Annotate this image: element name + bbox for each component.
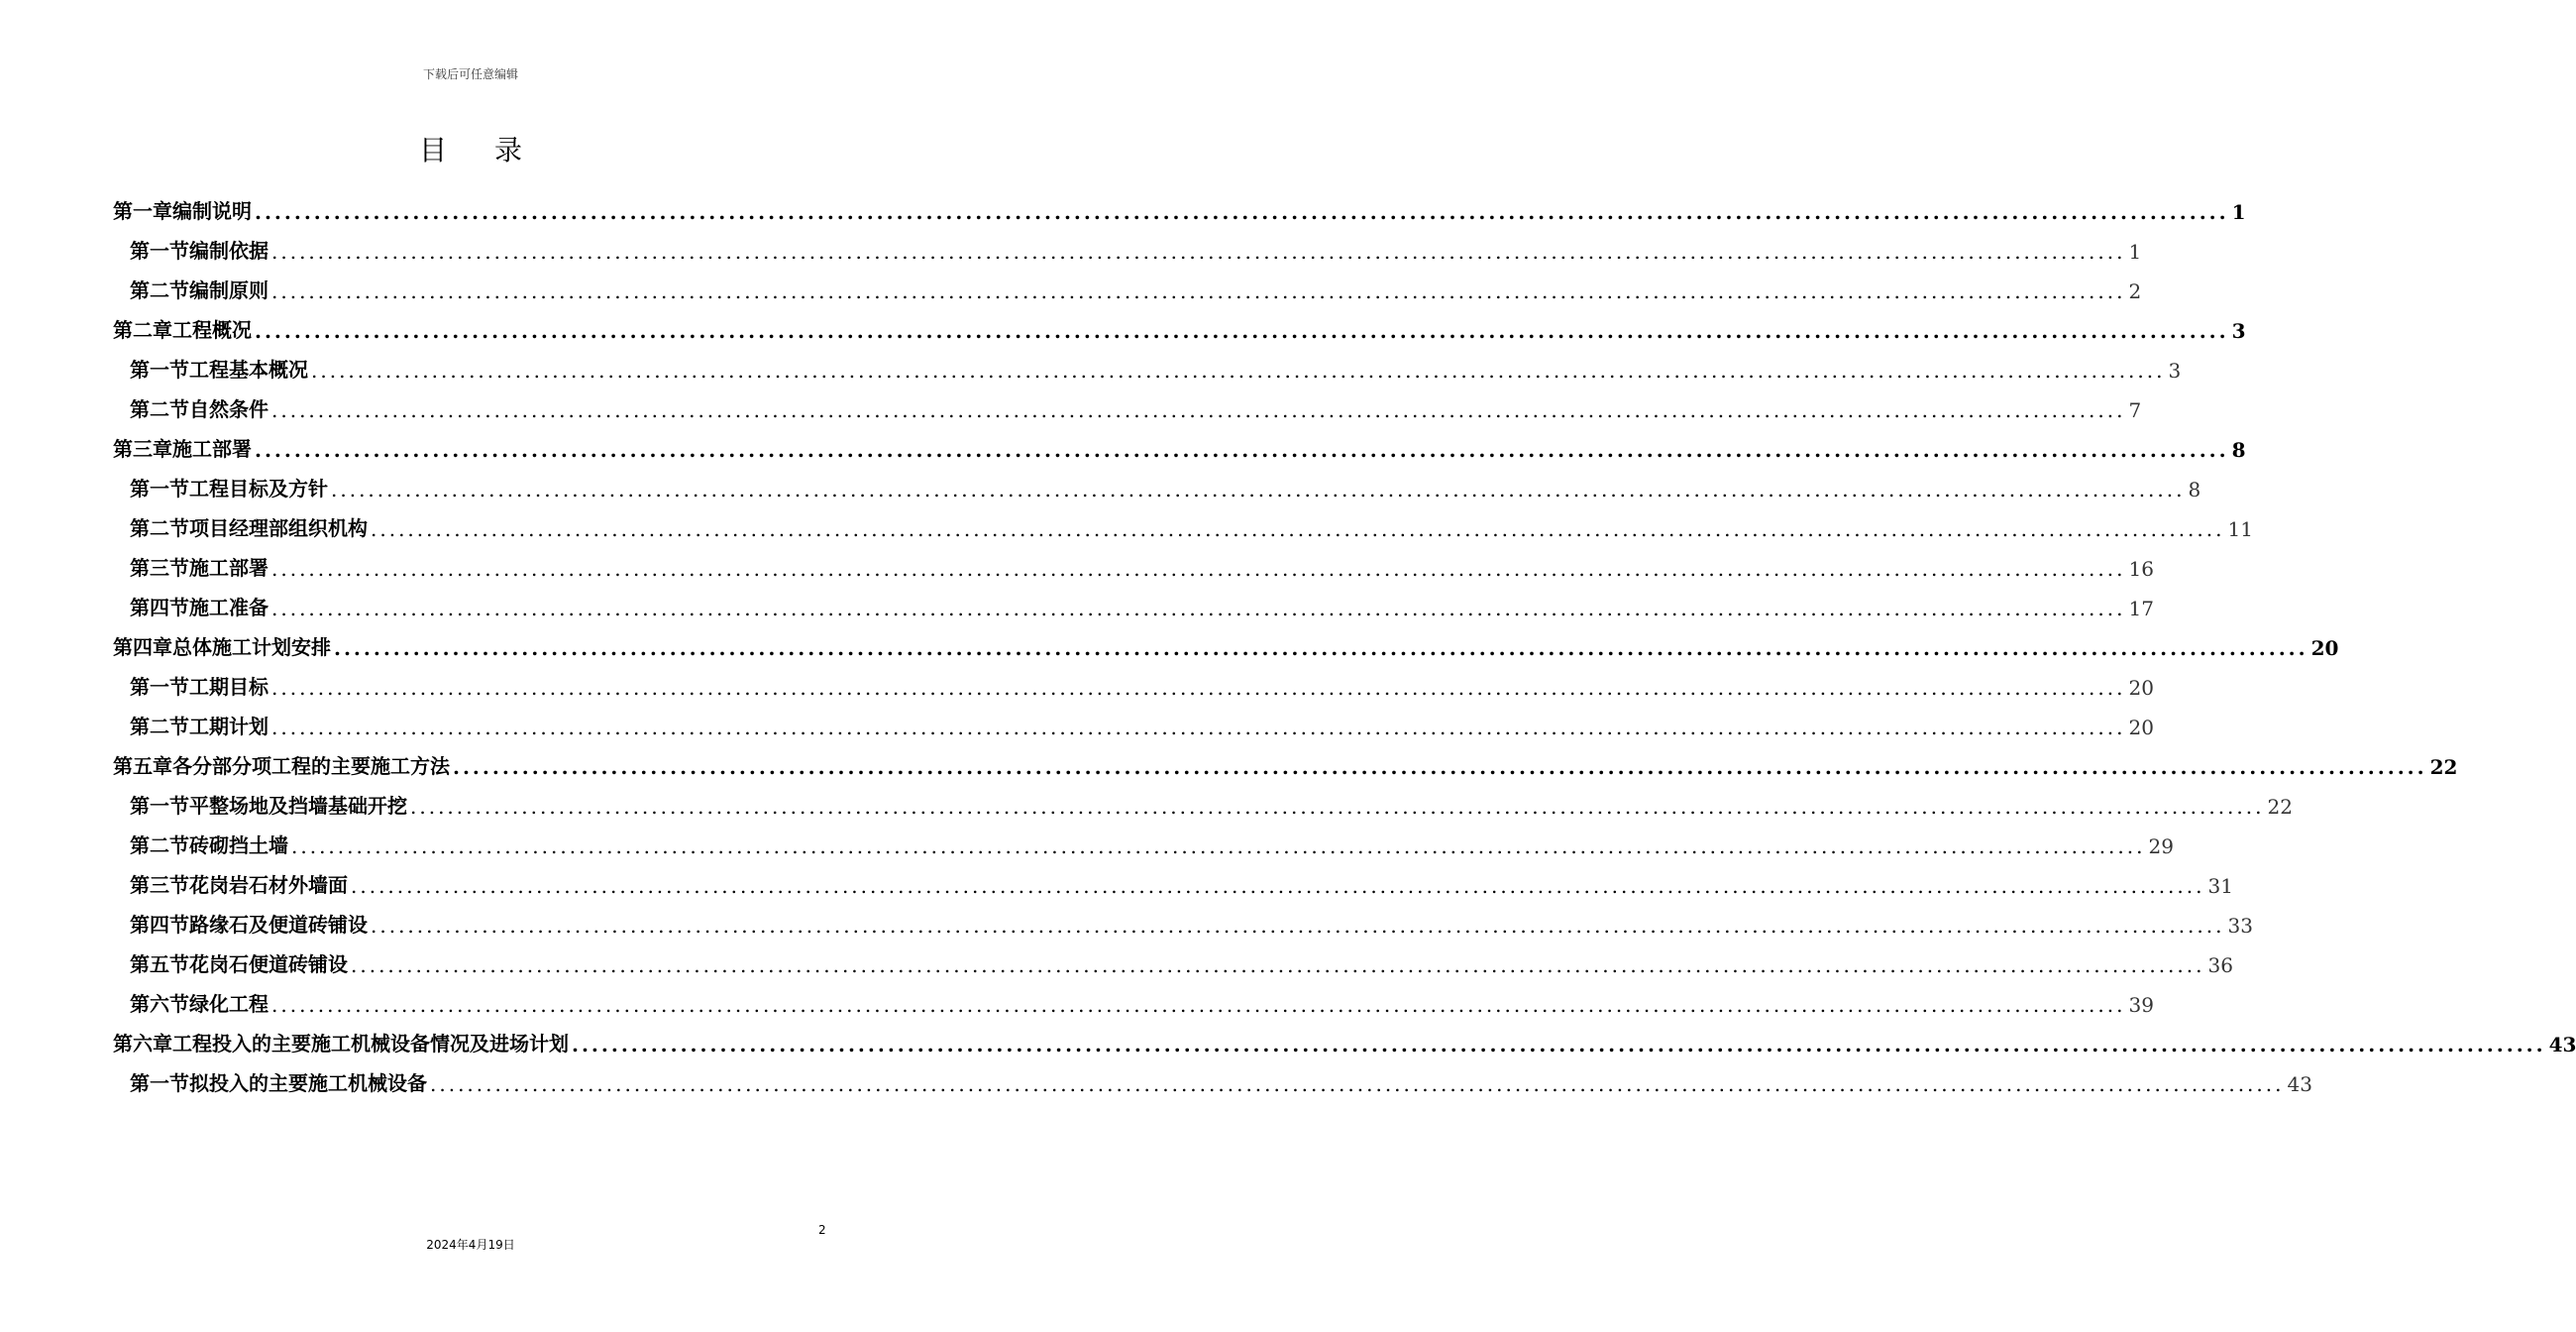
toc-leader-dots: ........................................................................................................................................................................................................ (255, 438, 2229, 462)
toc-leader-dots: ........................................................................................................................................................................................................ (271, 676, 2126, 700)
toc-entry-label: 第六节 (130, 992, 189, 1016)
toc-leader-dots: ........................................................................................................................................................................................................ (271, 716, 2126, 739)
toc-section-entry[interactable] (113, 353, 2182, 383)
toc-entry-label: 第二节 (130, 715, 189, 738)
toc-entry-label: 第三节 (130, 556, 189, 580)
toc-entry-page: 1 (2231, 200, 2246, 224)
toc-entry-page: 39 (2128, 993, 2154, 1017)
toc-leader-dots: ........................................................................................................................................................................................................ (453, 755, 2427, 779)
toc-entry-title: 编制说明 (172, 199, 252, 223)
toc-section-entry[interactable] (113, 234, 2142, 264)
toc-chapter-entry[interactable] (113, 194, 2246, 224)
toc-entry-page: 16 (2128, 557, 2154, 581)
toc-entry-label: 第五节 (130, 952, 189, 976)
toc-section-entry[interactable] (113, 987, 2154, 1017)
toc-leader-dots: ........................................................................................................................................................................................................ (334, 636, 2308, 660)
toc-entry-label: 第二节 (130, 278, 189, 302)
toc-entry-title: 施工部署 (172, 437, 252, 461)
toc-chapter-entry[interactable] (113, 749, 2458, 779)
toc-entry-page: 17 (2128, 597, 2154, 620)
toc-entry-title: 花岗岩石材外墙面 (189, 873, 348, 897)
toc-entry-label: 第二节 (130, 397, 189, 421)
toc-entry-page: 31 (2207, 874, 2233, 898)
toc-entry-label: 第三章 (113, 437, 172, 461)
toc-entry-label: 第一节 (130, 477, 189, 500)
toc-entry-page: 43 (2548, 1033, 2576, 1056)
toc-leader-dots: ........................................................................................................................................................................................................ (351, 953, 2205, 977)
toc-entry-title: 砖砌挡土墙 (189, 833, 288, 857)
toc-entry-title: 工期目标 (189, 675, 268, 699)
toc-entry-page: 36 (2207, 953, 2233, 977)
toc-entry-title: 路缘石及便道砖铺设 (189, 913, 368, 937)
toc-chapter-entry[interactable] (113, 630, 2339, 660)
toc-entry-title: 工程投入的主要施工机械设备情况及进场计划 (172, 1032, 569, 1055)
toc-entry-title: 施工准备 (189, 596, 268, 619)
toc-entry-title: 平整场地及挡墙基础开挖 (189, 794, 407, 818)
toc-leader-dots: ........................................................................................................................................................................................................ (430, 1072, 2285, 1096)
toc-leader-dots: ........................................................................................................................................................................................................ (271, 240, 2126, 264)
toc-entry-title: 工程基本概况 (189, 358, 308, 382)
toc-section-entry[interactable] (113, 274, 2142, 303)
toc-entry-page: 1 (2128, 240, 2142, 264)
toc-entry-page: 2 (2128, 279, 2142, 303)
toc-entry-title: 总体施工计划安排 (172, 635, 331, 659)
page-footer-date: 2024年4月19日 (426, 1238, 515, 1252)
toc-section-entry[interactable] (113, 1066, 2312, 1096)
toc-entry-label: 第二节 (130, 516, 189, 540)
toc-chapter-entry[interactable] (113, 432, 2246, 462)
toc-leader-dots: ........................................................................................................................................................................................................ (271, 398, 2126, 422)
toc-entry-title: 工程概况 (172, 318, 252, 342)
toc-entry-label: 第三节 (130, 873, 189, 897)
toc-entry-title: 工程目标及方针 (189, 477, 328, 500)
toc-leader-dots: ........................................................................................................................................................................................................ (271, 597, 2126, 620)
toc-entry-title: 编制依据 (189, 239, 268, 263)
toc-leader-dots: ........................................................................................................................................................................................................ (291, 834, 2146, 858)
toc-leader-dots: ........................................................................................................................................................................................................ (572, 1033, 2546, 1056)
toc-leader-dots: ........................................................................................................................................................................................................ (311, 359, 2166, 383)
toc-entry-label: 第六章 (113, 1032, 172, 1055)
toc-leader-dots: ........................................................................................................................................................................................................ (255, 200, 2229, 224)
toc-section-entry[interactable] (113, 670, 2154, 700)
toc-entry-label: 第二节 (130, 833, 189, 857)
page-header: 下载后可任意编辑 (422, 67, 518, 81)
toc-section-entry[interactable] (113, 947, 2233, 977)
toc-leader-dots: ........................................................................................................................................................................................................ (271, 279, 2126, 303)
toc-leader-dots: ........................................................................................................................................................................................................ (371, 914, 2225, 938)
toc-chapter-entry[interactable] (113, 1027, 2576, 1056)
toc-title: 目录 (418, 134, 570, 166)
toc-entry-title: 工期计划 (189, 715, 268, 738)
toc-section-entry[interactable] (113, 868, 2233, 898)
toc-section-entry[interactable] (113, 789, 2293, 819)
toc-entry-label: 第四节 (130, 596, 189, 619)
toc-entry-label: 第四章 (113, 635, 172, 659)
toc-entry-page: 8 (2231, 438, 2246, 462)
toc-entry-page: 22 (2429, 755, 2458, 779)
toc-entry-page: 3 (2168, 359, 2182, 383)
toc-entry-title: 各分部分项工程的主要施工方法 (172, 754, 450, 778)
toc-entry-title: 编制原则 (189, 278, 268, 302)
page-number: 2 (818, 1223, 826, 1237)
toc-entry-page: 22 (2267, 795, 2293, 819)
toc-entry-label: 第一章 (113, 199, 172, 223)
toc-leader-dots: ........................................................................................................................................................................................................ (351, 874, 2205, 898)
toc-section-entry[interactable] (113, 908, 2253, 938)
toc-section-entry[interactable] (113, 511, 2253, 541)
toc-entry-title: 拟投入的主要施工机械设备 (189, 1071, 427, 1095)
toc-section-entry[interactable] (113, 710, 2154, 739)
toc-entry-page: 20 (2128, 716, 2154, 739)
toc-entry-page: 33 (2227, 914, 2253, 938)
toc-entry-title: 施工部署 (189, 556, 268, 580)
toc-leader-dots: ........................................................................................................................................................................................................ (371, 517, 2225, 541)
toc-entry-label: 第二章 (113, 318, 172, 342)
toc-section-entry[interactable] (113, 472, 2201, 501)
toc-entry-title: 自然条件 (189, 397, 268, 421)
toc-entry-page: 20 (2128, 676, 2154, 700)
toc-leader-dots: ........................................................................................................................................................................................................ (271, 993, 2126, 1017)
toc-entry-page: 7 (2128, 398, 2142, 422)
toc-leader-dots: ........................................................................................................................................................................................................ (410, 795, 2265, 819)
toc-entry-label: 第五章 (113, 754, 172, 778)
toc-entry-page: 29 (2148, 834, 2174, 858)
toc-entry-label: 第一节 (130, 794, 189, 818)
toc-section-entry[interactable] (113, 829, 2174, 858)
toc-entry-title: 花岗石便道砖铺设 (189, 952, 348, 976)
toc-entry-title: 绿化工程 (189, 992, 268, 1016)
toc-entry-page: 8 (2188, 478, 2201, 501)
toc-entry-label: 第四节 (130, 913, 189, 937)
toc-section-entry[interactable] (113, 392, 2142, 422)
toc-entry-page: 11 (2227, 517, 2253, 541)
toc-entry-title: 项目经理部组织机构 (189, 516, 368, 540)
toc-section-entry[interactable] (113, 551, 2154, 581)
toc-leader-dots: ........................................................................................................................................................................................................ (331, 478, 2186, 501)
toc-section-entry[interactable] (113, 591, 2154, 620)
toc-entry-label: 第一节 (130, 358, 189, 382)
toc-entry-page: 43 (2287, 1072, 2312, 1096)
toc-leader-dots: ........................................................................................................................................................................................................ (271, 557, 2126, 581)
toc-entry-page: 3 (2231, 319, 2246, 343)
toc-leader-dots: ........................................................................................................................................................................................................ (255, 319, 2229, 343)
toc-chapter-entry[interactable] (113, 313, 2246, 343)
toc-entry-label: 第一节 (130, 1071, 189, 1095)
toc-entry-label: 第一节 (130, 675, 189, 699)
toc-entry-page: 20 (2310, 636, 2339, 660)
toc-entry-label: 第一节 (130, 239, 189, 263)
